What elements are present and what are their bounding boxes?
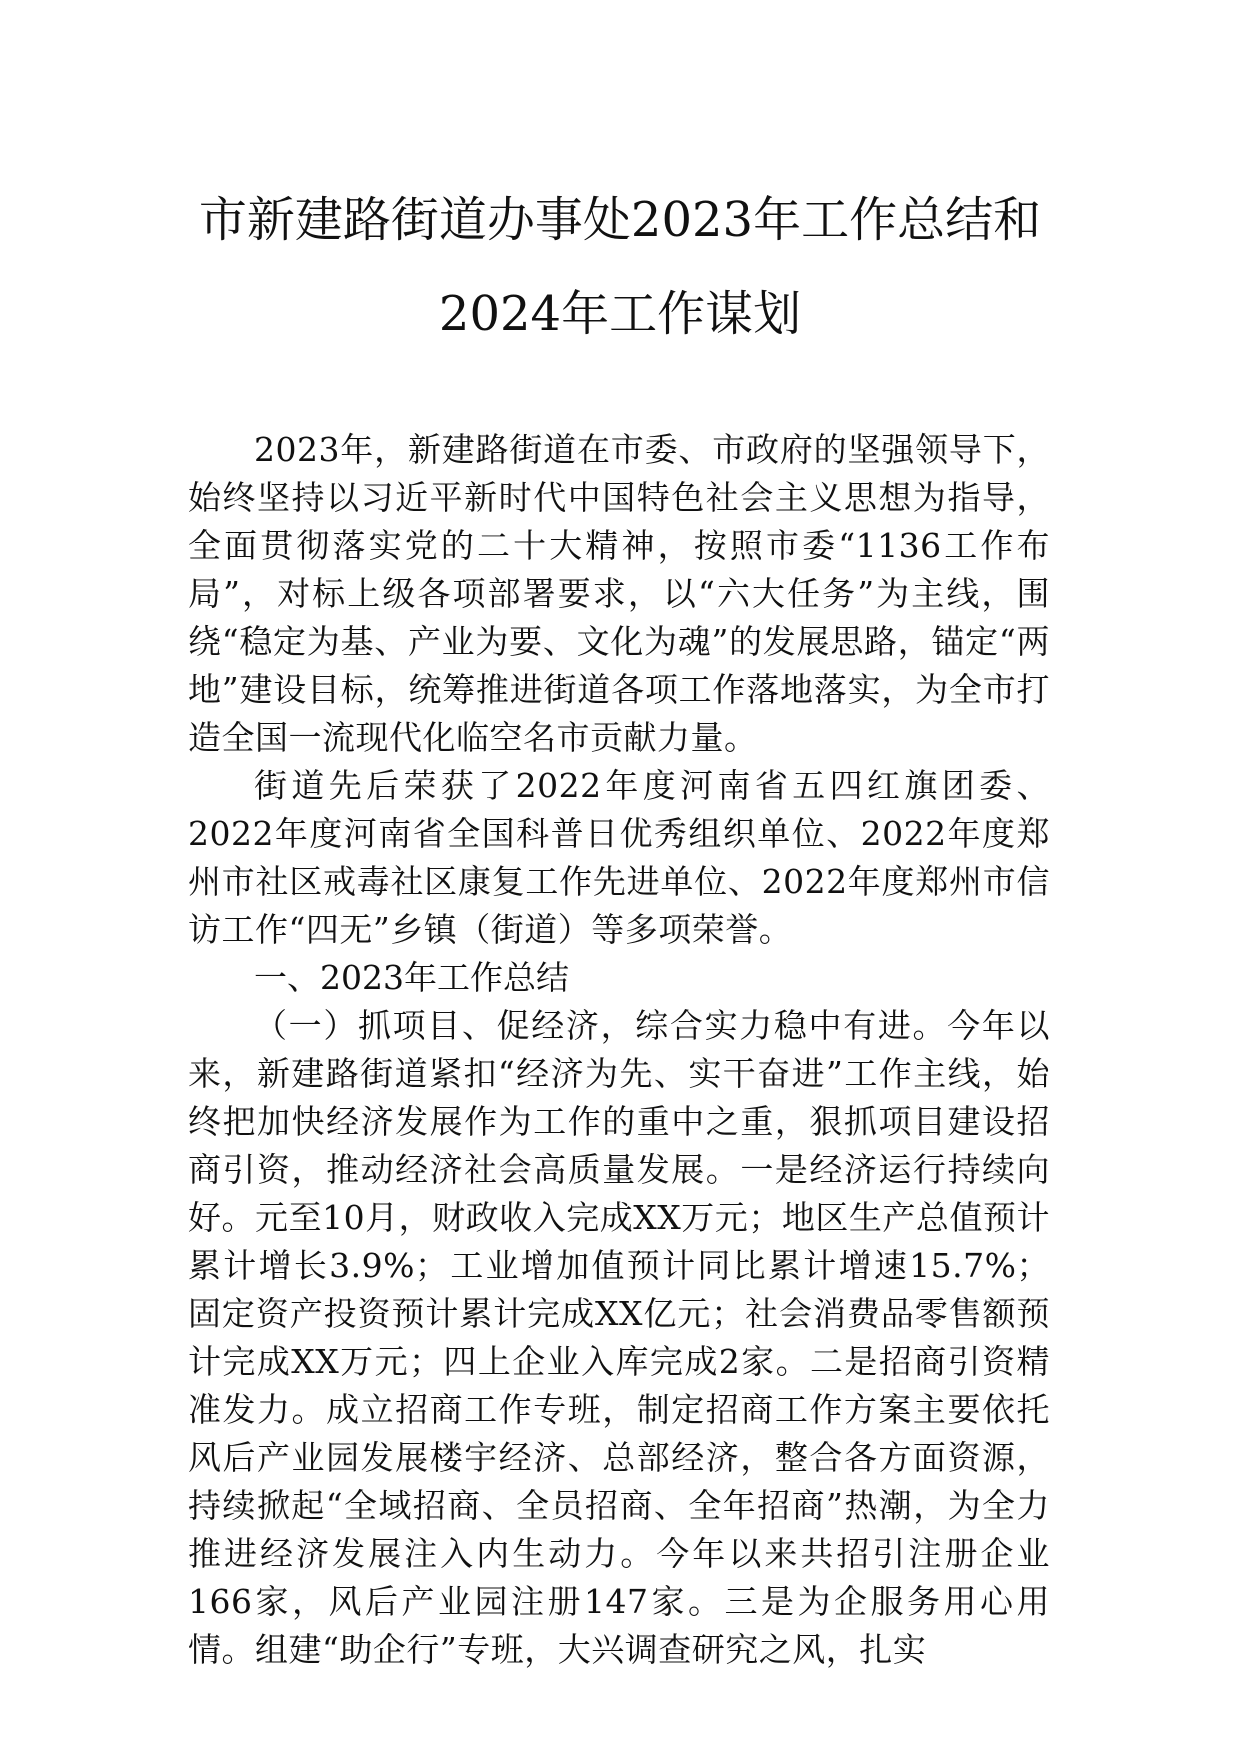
paragraph-intro: 2023年，新建路街道在市委、市政府的坚强领导下，始终坚持以习近平新时代中国特色社会主义思想为指导，全面贯彻落实党的二十大精神，按照市委“1136工作布局”，对标上级各项部署要求，以“六大任务”为主线，围绕“稳定为基、产业为要、文化为魂”的发展思路，锚定“两地”建设目标，统筹推进街道各项工作落地落实，为全市打造全国一流现代化临空名市贡献力量。 xyxy=(188,430,1050,757)
paragraph-honors: 街道先后荣获了2022年度河南省五四红旗团委、2022年度河南省全国科普日优秀组织单位、2022年度郑州市社区戒毒社区康复工作先进单位、2022年度郑州市信访工作“四无”乡镇（街道）等多项荣誉。 xyxy=(188,766,1050,949)
document-title-line-1: 市新建路街道办事处2023年工作总结和 xyxy=(198,192,1042,248)
document-title-line-2: 2024年工作谋划 xyxy=(438,286,802,342)
section-heading-2023-summary: 一、2023年工作总结 xyxy=(254,958,569,997)
document-body xyxy=(188,426,1050,1674)
paragraph-economy: （一）抓项目、促经济，综合实力稳中有进。今年以来，新建路街道紧扣“经济为先、实干奋进”工作主线，始终把加快经济发展作为工作的重中之重，狠抓项目建设招商引资，推动经济社会高质量发展。一是经济运行持续向好。元至10月，财政收入完成XX万元；地区生产总值预计累计增长3.9%；工业增加值预计同比累计增速15.7%；固定资产投资预计累计完成XX亿元；社会消费品零售额预计完成XX万元；四上企业入库完成2家。二是招商引资精准发力。成立招商工作专班，制定招商工作方案主要依托风后产业园发展楼宇经济、总部经济，整合各方面资源，持续掀起“全域招商、全员招商、全年招商”热潮，为全力推进经济发展注入内生动力。今年以来共招引注册企业166家，风后产业园注册147家。三是为企服务用心用情。组建“助企行”专班，大兴调查研究之风，扎实 xyxy=(188,1006,1050,1669)
